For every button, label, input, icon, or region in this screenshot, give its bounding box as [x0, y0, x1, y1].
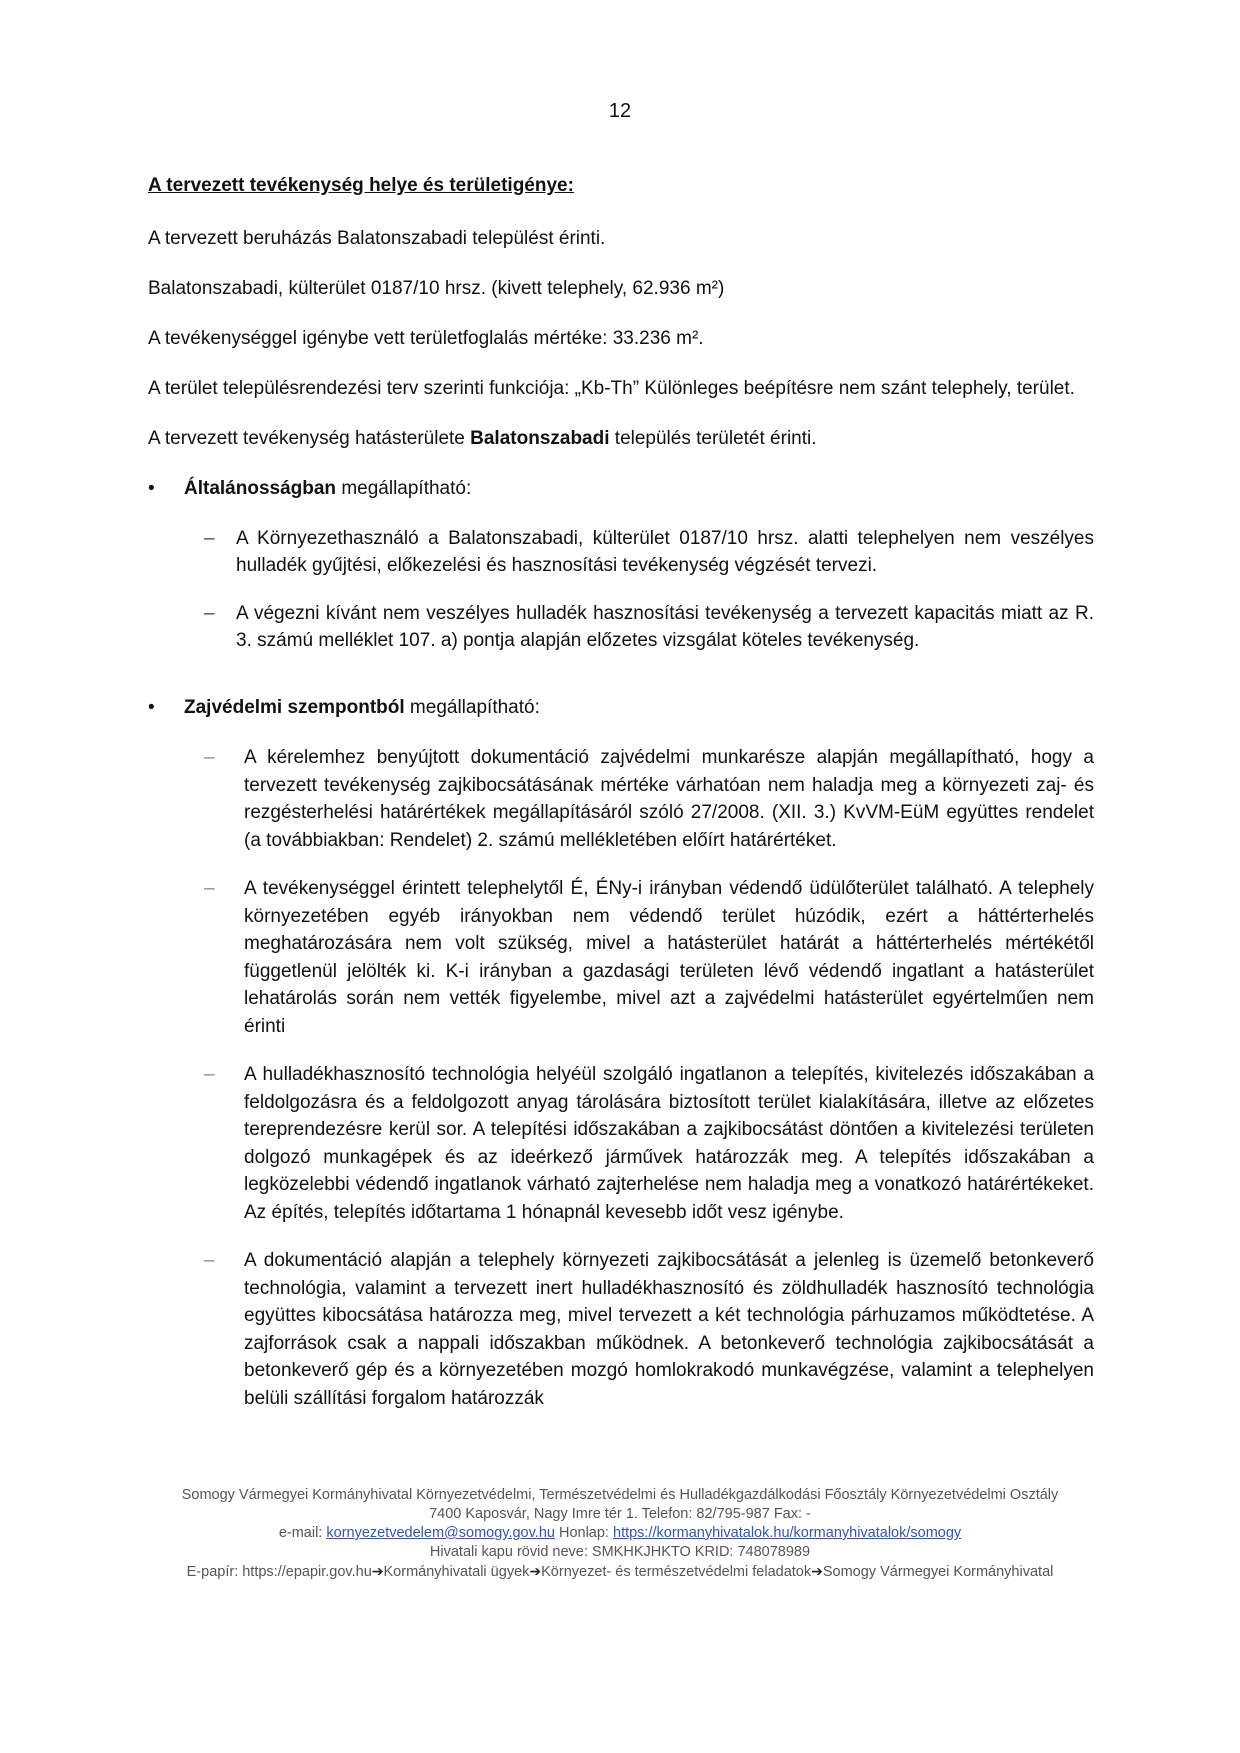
section-1-heading-bold: Általánosságban: [184, 478, 337, 499]
paragraph-5: [148, 425, 1094, 452]
footer-web-label: Honlap:: [554, 1525, 613, 1541]
dash-icon: –: [204, 1064, 215, 1085]
list-item-text: A kérelemhez benyújtott dokumentáció zajvédelmi munkarésze alapján megállapítható, hogy a tervezett tevékenység zajkibocsátásának mértéke várhatóan nem haladja meg a környezeti zaj- és rezgésterhelési határértékek megállapításáról szóló 27/2008. (XII. 3.) KvVM-EüM együttes rendelet (a továbbiakban: Rendelet) 2. számú mellékletében előírt határértéket.: [244, 747, 1094, 851]
list-item-text: A tevékenységgel érintett telephelytől É, ÉNy-i irányban védendő üdülőterület található. A telephely környezetében egyéb irányokban nem védendő terület húzódik, ezért a háttérterhelés meghatározására nem volt szükség, mivel a hatásterület határát a háttérterhelés mértékétől függetlenül jelölték ki. K-i irányban a gazdasági területen lévő védendő ingatlant a hatásterület lehatárolás során nem vették figyelembe, mivel azt a zajvédelmi hatásterület egyértelműen nem érinti: [244, 878, 1094, 1037]
footer-epapir: [120, 1562, 1120, 1582]
section-2-heading-rest: megállapítható:: [404, 697, 540, 718]
footer-epapir-1: E-papír: https://epapir.gov.hu: [186, 1564, 372, 1580]
list-item-text: A végezni kívánt nem veszélyes hulladék hasznosítási tevékenység a tervezett kapacitás miatt az R. 3. számú melléklet 107. a) pontja alapján előzetes vizsgálat köteles tevékenység.: [236, 603, 1094, 651]
footer-krid: Hivatali kapu rövid neve: SMKHKJHKTO KRID: 748078989: [429, 1544, 811, 1560]
paragraph-5-bold: Balatonszabadi: [470, 428, 610, 449]
paragraph-3: A tevékenységgel igénybe vett területfoglalás mértéke: 33.236 m².: [148, 328, 704, 349]
bullet-icon: •: [148, 697, 155, 718]
list-item-text: A hulladékhasznosító technológia helyéül szolgáló ingatlanon a telepítés, kivitelezés időszakában a feldolgozásra és a feldolgozott anyag tárolására biztosított terület kialakítására, illetve az előzetes tereprendezésre kerül sor. A telepítési időszakában a zajkibocsátást döntően a kivitelezési területen dolgozó munkagépek és az ideérkező járművek határozzák meg. A telepítés időszakában a legközelebbi védendő ingatlanok várható zajterhelése nem haladja meg a vonatkozó határértékeket. Az építés, telepítés időtartama 1 hónapnál kevesebb időt vesz igénybe.: [244, 1064, 1094, 1223]
dash-icon: –: [204, 528, 215, 549]
section-1-heading-rest: megállapítható:: [336, 478, 472, 499]
list-item: [148, 525, 1094, 579]
section-2-list: [148, 744, 1094, 1412]
section-2-heading-bold: Zajvédelmi szempontból: [184, 697, 405, 718]
section-title: A tervezett tevékenység helye és területigénye:: [148, 175, 574, 196]
dash-icon: –: [204, 878, 215, 899]
dash-icon: –: [204, 747, 215, 768]
paragraph-1: A tervezett beruházás Balatonszabadi települést érinti.: [148, 228, 606, 249]
footer-email-label: e-mail:: [278, 1525, 327, 1541]
dash-icon: –: [204, 603, 215, 624]
list-item: [148, 600, 1094, 654]
list-item: [148, 1061, 1094, 1226]
list-item: [148, 1247, 1094, 1412]
paragraph-5-post: település területét érinti.: [609, 428, 817, 449]
footer-address: 7400 Kaposvár, Nagy Imre tér 1. Telefon: 82/795-987 Fax: -: [429, 1506, 811, 1522]
footer-epapir-4: Somogy Vármegyei Kormányhivatal: [822, 1564, 1054, 1580]
footer-contact: [120, 1524, 1120, 1543]
section-2-heading: [148, 694, 1094, 721]
paragraph-5-pre: A tervezett tevékenység hatásterülete: [148, 428, 471, 449]
list-item-text: A Környezethasználó a Balatonszabadi, külterület 0187/10 hrsz. alatti telephelyen nem veszélyes hulladék gyűjtési, előkezelési és hasznosítási tevékenység végzését tervezi.: [236, 528, 1094, 576]
paragraph-4: A terület településrendezési terv szerinti funkciója: „Kb-Th” Különleges beépítésre nem szánt telephely, terület.: [148, 378, 1075, 399]
dash-icon: –: [204, 1250, 215, 1271]
arrow-right-icon: ➔: [811, 1563, 823, 1579]
footer-epapir-3: Környezet- és természetvédelmi feladatok: [541, 1564, 812, 1580]
section-1-heading: [148, 475, 1094, 502]
list-item: [148, 875, 1094, 1040]
footer-web-link[interactable]: https://kormanyhivatalok.hu/kormanyhivatalok/somogy: [613, 1525, 962, 1541]
page-number: 12: [608, 100, 632, 122]
footer-epapir-2: Kormányhivatali ügyek: [383, 1564, 530, 1580]
arrow-right-icon: ➔: [529, 1563, 542, 1579]
arrow-right-icon: ➔: [371, 1563, 384, 1579]
page-footer: [120, 1486, 1120, 1582]
list-item-text: A dokumentáció alapján a telephely környezeti zajkibocsátását a jelenleg is üzemelő betonkeverő technológia, valamint a tervezett inert hulladékhasznosító és zöldhulladék hasznosító technológia együttes kibocsátása határozza meg, mivel tervezett a két technológia párhuzamos működtetése. A zajforrások csak a nappali időszakban működnek. A betonkeverő technológia zajkibocsátását a betonkeverő gép és a környezetében mozgó homlokrakodó munkavégzése, valamint a telephelyen belüli szállítási forgalom határozzák: [244, 1250, 1094, 1409]
footer-email-link[interactable]: kornyezetvedelem@somogy.gov.hu: [326, 1525, 555, 1541]
list-item: [148, 744, 1094, 854]
bullet-icon: •: [148, 478, 155, 499]
document-body: [148, 172, 1094, 1433]
paragraph-2: Balatonszabadi, külterület 0187/10 hrsz. (kivett telephely, 62.936 m²): [148, 278, 725, 299]
footer-office: Somogy Vármegyei Kormányhivatal Környezetvédelmi, Természetvédelmi és Hulladékgazdálkodási Főosztály Környezetvédelmi Osztály: [181, 1487, 1059, 1503]
